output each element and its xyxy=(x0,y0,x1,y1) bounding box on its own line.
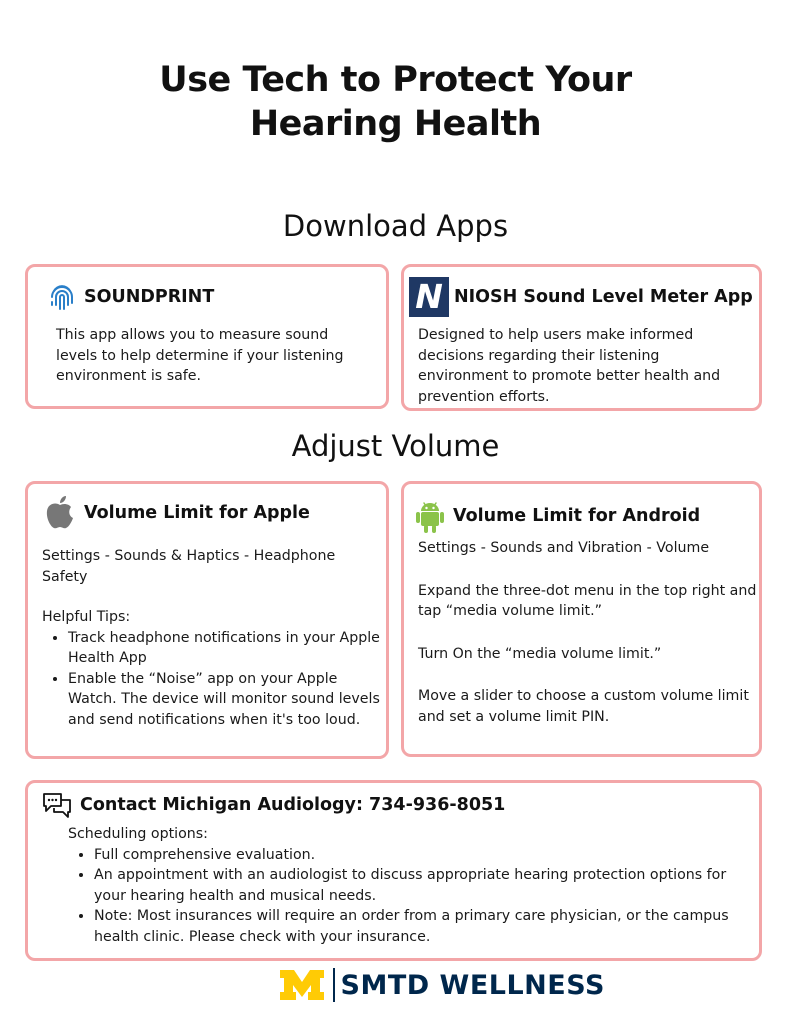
page-title-line-1: Use Tech to Protect Your xyxy=(159,60,632,100)
contact-card xyxy=(25,780,762,961)
android-card xyxy=(401,481,762,757)
android-title: Volume Limit for Android xyxy=(453,506,701,526)
apple-body xyxy=(42,546,382,730)
contact-header xyxy=(42,791,505,819)
contact-body xyxy=(68,824,758,947)
list-item: • An appointment with an audiologist to discuss appropriate hearing protection options for your hearing health and musical needs. xyxy=(94,865,758,906)
apple-card xyxy=(25,481,389,759)
page-title xyxy=(0,58,791,146)
apple-tips-list xyxy=(42,628,382,731)
niosh-header xyxy=(409,277,753,317)
niosh-line-1: Designed to help users make informed xyxy=(418,327,694,343)
list-item: • Note: Most insurances will require an order from a primary care physician, or the campus health clinic. Please check with your insurance. xyxy=(94,906,758,947)
footer-brand-wrap xyxy=(340,969,605,1001)
apple-logo xyxy=(44,494,76,532)
apple-tips-label: Helpful Tips: xyxy=(42,609,131,625)
footer-divider xyxy=(333,968,335,1002)
section-heading-download-apps: Download Apps xyxy=(282,209,509,243)
apple-settings-path: Settings - Sounds & Haptics - Headphone Safety xyxy=(42,548,336,585)
contact-title: Contact Michigan Audiology: 734-936-8051 xyxy=(80,795,506,815)
android-step-3: Move a slider to choose a custom volume limit and set a volume limit PIN. xyxy=(418,688,749,725)
soundprint-line-3: environment is safe. xyxy=(56,368,202,384)
contact-scheduling-label: Scheduling options: xyxy=(68,826,208,842)
android-settings-path: Settings - Sounds and Vibration - Volume xyxy=(418,540,710,556)
niosh-logo-letter: N xyxy=(415,277,443,316)
android-body xyxy=(418,538,758,727)
section-heading-adjust-volume: Adjust Volume xyxy=(291,429,500,463)
list-item: • Full comprehensive evaluation. xyxy=(94,845,758,866)
niosh-title: NIOSH Sound Level Meter App xyxy=(454,287,753,307)
footer-logo xyxy=(0,968,791,1002)
soundprint-card xyxy=(25,264,389,409)
chat-bubbles-icon xyxy=(42,791,72,819)
apple-title: Volume Limit for Apple xyxy=(84,503,310,523)
soundprint-line-1: This app allows you to measure sound xyxy=(56,327,329,343)
list-item: • Track headphone notifications in your Apple Health App xyxy=(68,628,382,669)
android-step-2: Turn On the “media volume limit.” xyxy=(418,645,662,662)
soundprint-header xyxy=(48,281,214,313)
niosh-line-3: environment to promote better health and xyxy=(418,368,721,384)
apple-header xyxy=(44,494,310,532)
block-m-logo xyxy=(279,969,325,1001)
niosh-logo xyxy=(409,277,449,317)
android-header xyxy=(414,498,700,534)
android-logo xyxy=(414,498,446,534)
contact-options-list xyxy=(68,845,758,948)
niosh-line-2: decisions regarding their listening xyxy=(418,347,660,364)
niosh-description xyxy=(418,325,758,407)
soundprint-line-2: levels to help determine if your listening xyxy=(56,347,344,364)
list-item: • Enable the “Noise” app on your Apple Watch. The device will monitor sound levels and send notifications when it's too loud. xyxy=(68,669,382,731)
android-step-1: Expand the three-dot menu in the top right and tap “media volume limit.” xyxy=(418,582,757,619)
footer-brand-text: SMTD WELLNESS xyxy=(340,969,605,1001)
page-title-line-2: Hearing Health xyxy=(249,104,542,144)
niosh-line-4: prevention efforts. xyxy=(418,388,550,405)
soundprint-title: SOUNDPRINT xyxy=(84,287,215,307)
soundprint-description xyxy=(56,325,386,387)
niosh-card xyxy=(401,264,762,411)
fingerprint-icon xyxy=(48,281,76,313)
